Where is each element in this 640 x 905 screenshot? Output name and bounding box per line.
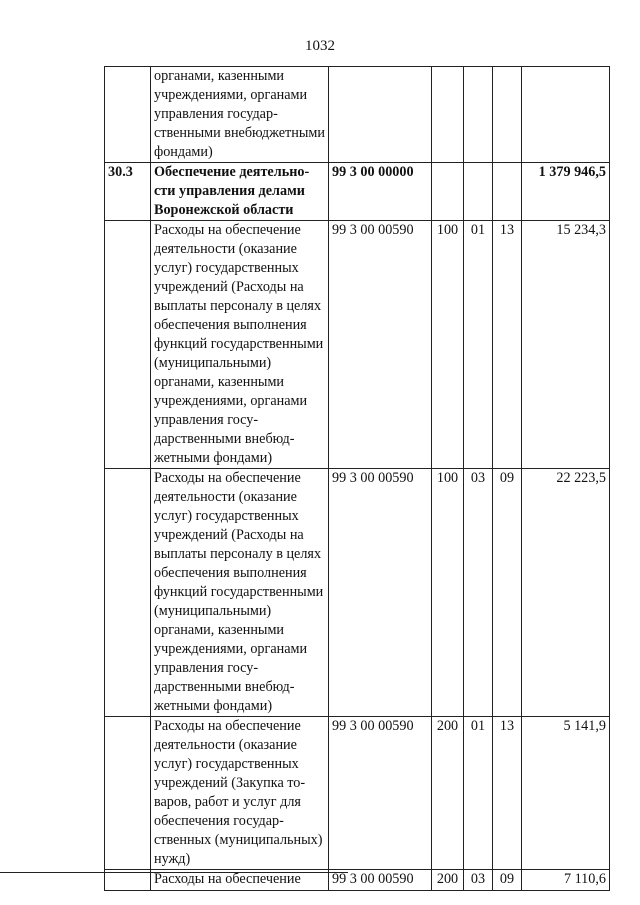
subsection-cell [493, 163, 522, 221]
expense-type-cell: 100 [432, 469, 464, 717]
row-number-cell: 30.3 [105, 163, 151, 221]
footnote-divider [0, 872, 348, 873]
target-code-cell: 99 3 00 00590 [329, 221, 432, 469]
subsection-cell: 09 [493, 469, 522, 717]
subsection-cell: 13 [493, 221, 522, 469]
amount-cell: 15 234,3 [522, 221, 610, 469]
expense-type-cell [432, 163, 464, 221]
budget-table [104, 66, 610, 891]
expense-type-cell [432, 67, 464, 163]
amount-cell: 1 379 946,5 [522, 163, 610, 221]
subsection-cell: 09 [493, 870, 522, 891]
expense-type-cell: 200 [432, 870, 464, 891]
row-number-cell [105, 67, 151, 163]
section-cell: 01 [464, 717, 493, 870]
table-row [105, 163, 610, 221]
table-row [105, 221, 610, 469]
amount-cell: 22 223,5 [522, 469, 610, 717]
amount-cell: 5 141,9 [522, 717, 610, 870]
item-name-cell: Расходы на обеспечение [151, 870, 329, 891]
target-code-cell: 99 3 00 00590 [329, 717, 432, 870]
target-code-cell: 99 3 00 00590 [329, 469, 432, 717]
item-name-cell: Обеспечение деятельности управления делами Воронежской области [151, 163, 329, 221]
table-row [105, 67, 610, 163]
item-name-cell: Расходы на обеспечение деятельности (оказание услуг) государственных учреждений (Закупка товаров, работ и услуг для обеспечения государственных (муниципальных) нужд) [151, 717, 329, 870]
section-cell: 03 [464, 870, 493, 891]
table-row [105, 469, 610, 717]
table-row [105, 717, 610, 870]
section-cell: 03 [464, 469, 493, 717]
subsection-cell [493, 67, 522, 163]
item-name-cell: органами, казенными учреждениями, органами управления государственными внебюджетными фондами) [151, 67, 329, 163]
row-number-cell [105, 717, 151, 870]
target-code-cell: 99 3 00 00590 [329, 870, 432, 891]
amount-cell [522, 67, 610, 163]
section-cell: 01 [464, 221, 493, 469]
subsection-cell: 13 [493, 717, 522, 870]
item-name-cell: Расходы на обеспечение деятельности (оказание услуг) государственных учреждений (Расходы на выплаты персоналу в целях обеспечения выполнения функций государственными (муниципальными) органами, казенными учреждениями, органами управления государственными внебюджетными фондами) [151, 469, 329, 717]
row-number-cell [105, 469, 151, 717]
target-code-cell [329, 67, 432, 163]
row-number-cell [105, 221, 151, 469]
item-name-cell: Расходы на обеспечение деятельности (оказание услуг) государственных учреждений (Расходы на выплаты персоналу в целях обеспечения выполнения функций государственными (муниципальными) органами, казенными учреждениями, органами управления государственными внебюджетными фондами) [151, 221, 329, 469]
target-code-cell: 99 3 00 00000 [329, 163, 432, 221]
section-cell [464, 67, 493, 163]
expense-type-cell: 100 [432, 221, 464, 469]
amount-cell: 7 110,6 [522, 870, 610, 891]
page-number: 1032 [305, 38, 335, 54]
section-cell [464, 163, 493, 221]
expense-type-cell: 200 [432, 717, 464, 870]
